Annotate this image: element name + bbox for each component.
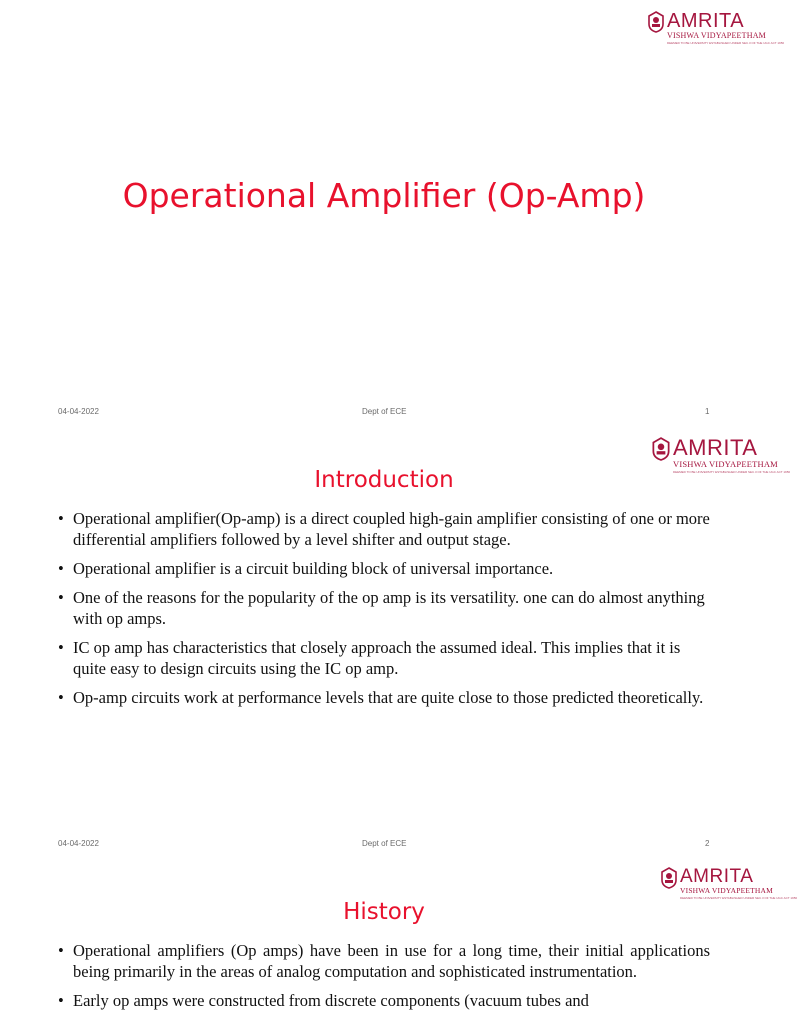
list-item: • Operational amplifier is a circuit building block of universal importance. xyxy=(58,558,710,579)
slide-title: History xyxy=(343,899,425,925)
amrita-emblem-icon xyxy=(660,867,678,889)
slide-title: Operational Amplifier (Op-Amp) xyxy=(122,176,646,215)
logo-name: AMRITA xyxy=(673,435,758,460)
amrita-logo xyxy=(660,867,797,900)
logo-tagline: DEEMED TO BE UNIVERSITY ESTABLISHED UNDER SEC.3 OF THE UGC ACT 1956 xyxy=(680,895,797,900)
footer-date: 04-04-2022 xyxy=(58,839,99,848)
list-item: • IC op amp has characteristics that closely approach the assumed ideal. This implies that it is quite easy to design circuits using the IC op amp. xyxy=(58,637,710,679)
slide-1 xyxy=(0,0,785,432)
amrita-logo xyxy=(647,11,784,45)
amrita-emblem-icon xyxy=(651,437,671,461)
slide-title: Introduction xyxy=(314,467,454,493)
list-item: • Operational amplifier(Op-amp) is a direct coupled high-gain amplifier consisting of one or more differential amplifiers followed by a level shifter and output stage. xyxy=(58,508,710,550)
list-item: • Op-amp circuits work at performance levels that are quite close to those predicted theoretically. xyxy=(58,687,710,708)
logo-subtitle: VISHWA VIDYAPEETHAM xyxy=(667,31,766,40)
logo-tagline: DEEMED TO BE UNIVERSITY ESTABLISHED UNDER SEC.3 OF THE UGC ACT 1956 xyxy=(667,41,785,45)
logo-tagline: DEEMED TO BE UNIVERSITY ESTABLISHED UNDER SEC.3 OF THE UGC ACT 1956 xyxy=(673,469,791,474)
bullet-list xyxy=(58,940,710,1019)
amrita-emblem-icon xyxy=(647,11,665,33)
slide-2 xyxy=(0,432,791,864)
list-item: • One of the reasons for the popularity of the op amp is its versatility. one can do almost anything with op amps. xyxy=(58,587,710,629)
footer-page-number: 2 xyxy=(705,839,710,848)
logo-name: AMRITA xyxy=(667,10,745,32)
footer-dept: Dept of ECE xyxy=(362,839,407,848)
logo-name: AMRITA xyxy=(680,866,754,887)
footer-page-number: 1 xyxy=(705,407,710,416)
bullet-list xyxy=(58,508,710,716)
list-item: • Operational amplifiers (Op amps) have been in use for a long time, their initial applications being primarily in the areas of analog computation and sophisticated instrumentation. xyxy=(58,940,710,982)
footer-date: 04-04-2022 xyxy=(58,407,99,416)
list-item: • Early op amps were constructed from discrete components (vacuum tubes and xyxy=(58,990,710,1011)
slide-3 xyxy=(0,864,797,1024)
footer-dept: Dept of ECE xyxy=(362,407,407,416)
logo-subtitle: VISHWA VIDYAPEETHAM xyxy=(680,886,774,895)
logo-subtitle: VISHWA VIDYAPEETHAM xyxy=(673,459,778,469)
